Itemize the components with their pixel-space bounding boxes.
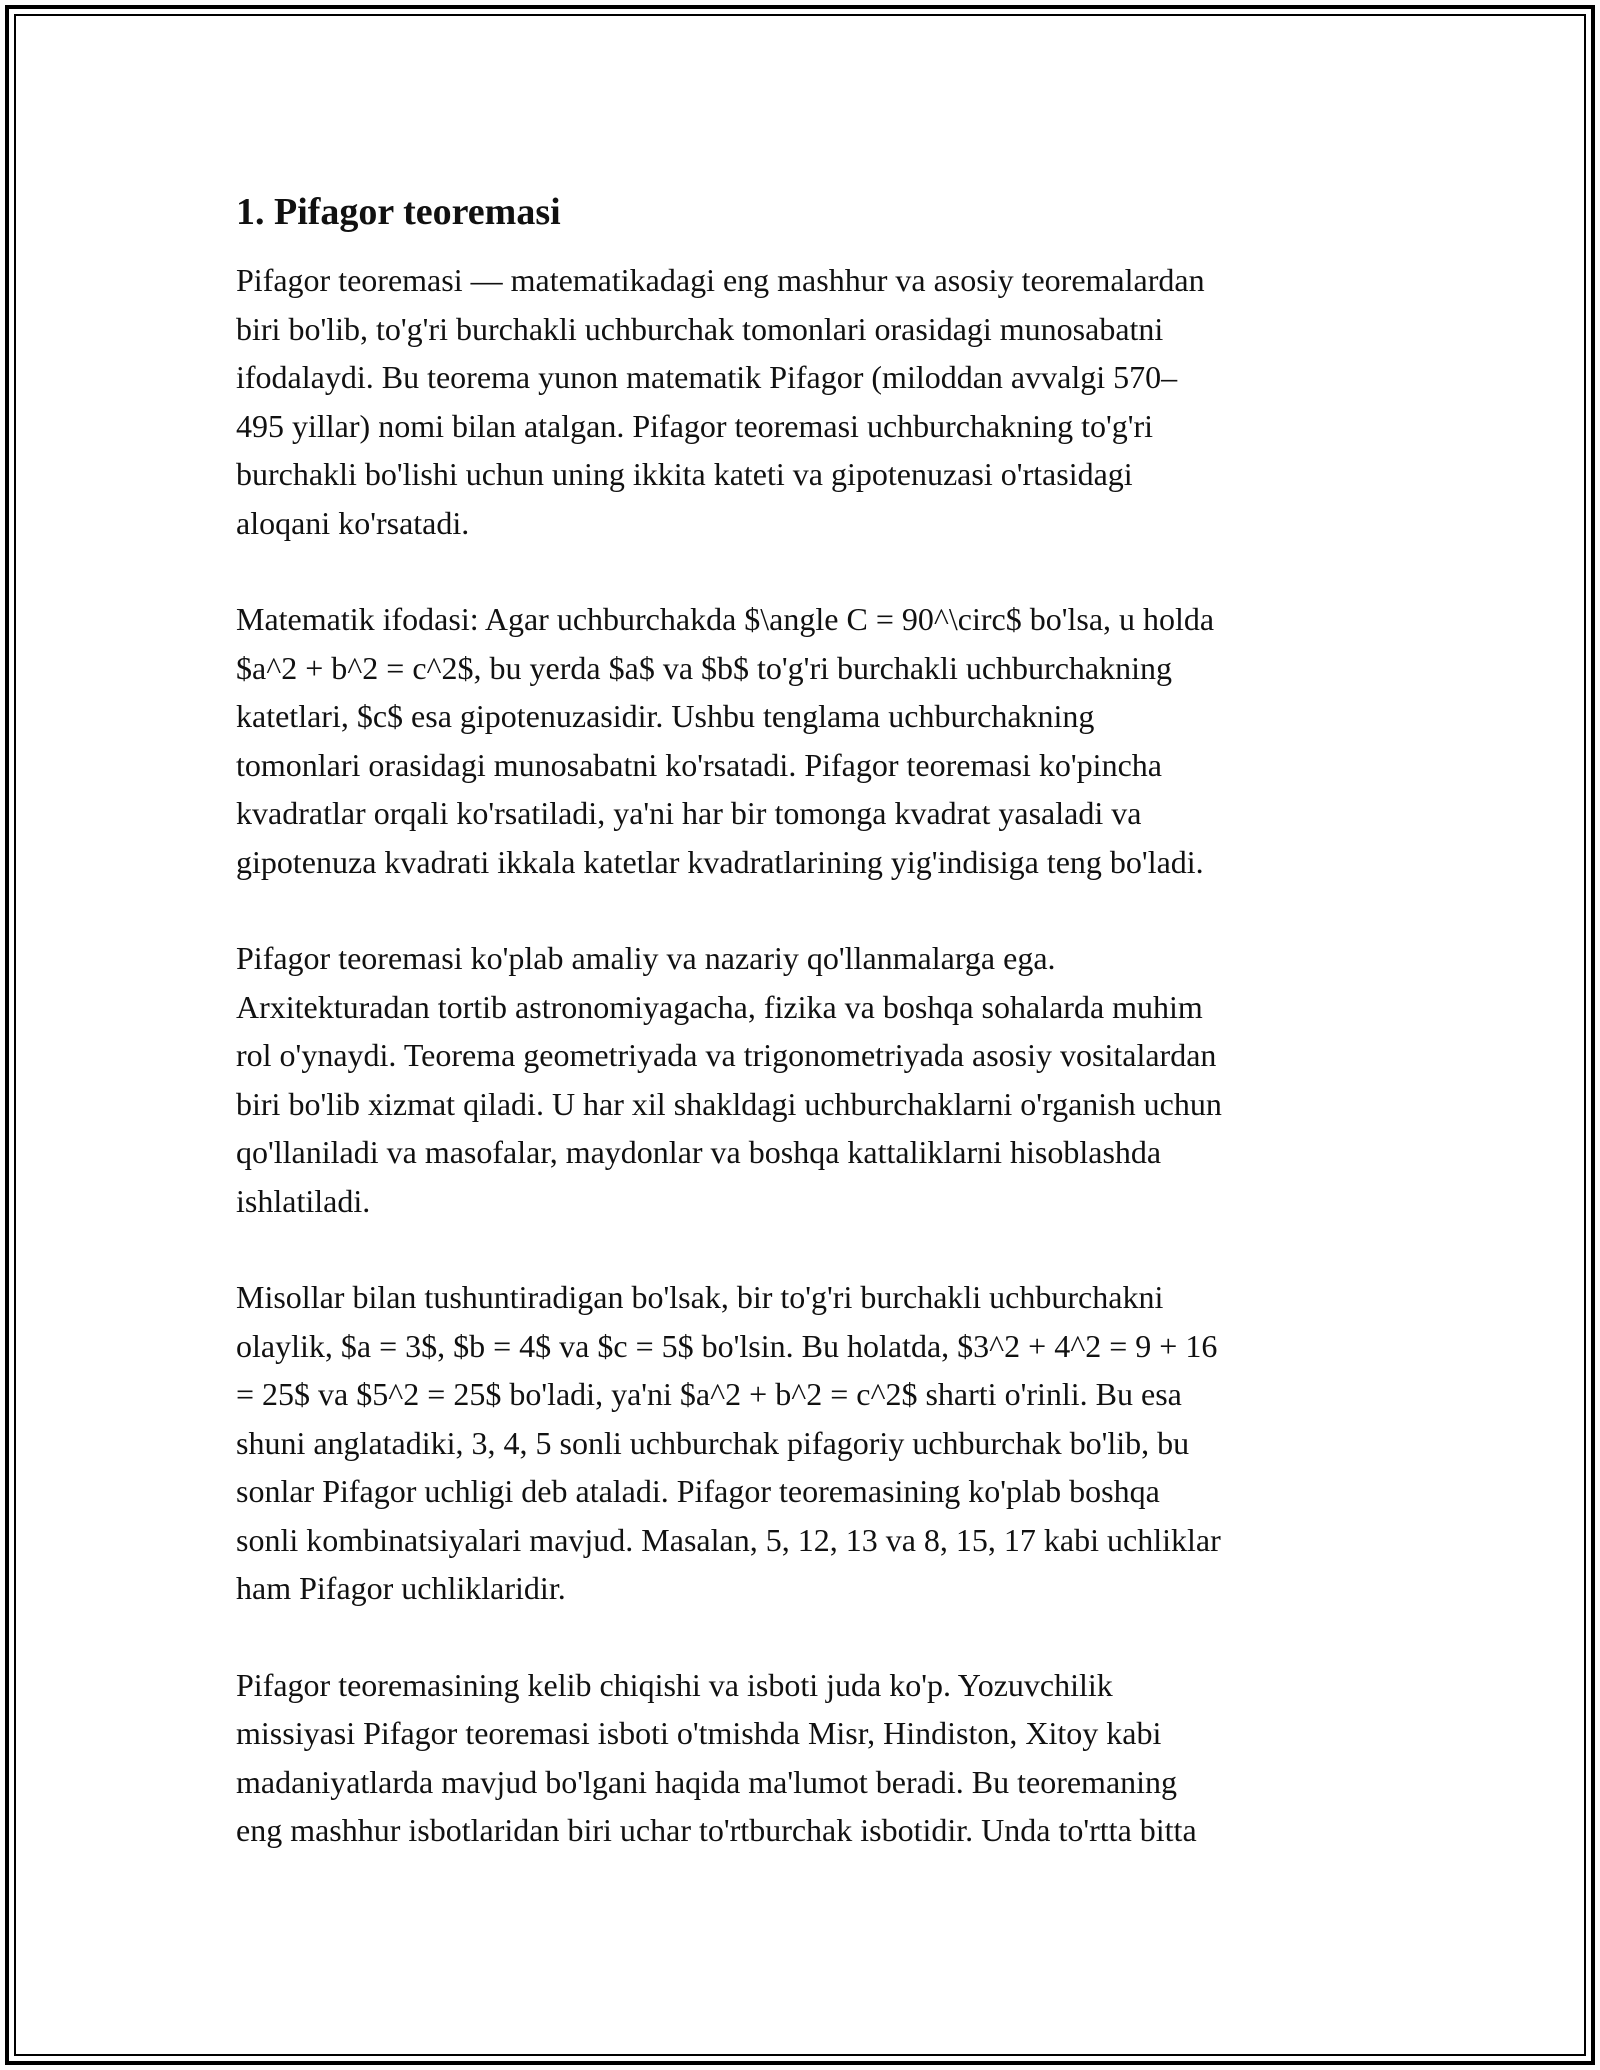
document-body — [236, 186, 1376, 1903]
paragraph-formula: Matematik ifodasi: Agar uchburchakda $\angle C = 90^\circ$ bo'lsa, u holda $a^2 + b^2 = c^2$, bu yerda $a$ va $b$ to'g'ri burchakli uchburchakning katetlari, $c$ esa gipotenuzasidir. Ushbu tenglama uchburchakning tomonlari orasidagi munosabatni ko'rsatadi. Pifagor teoremasi ko'pincha kvadratlar orqali ko'rsatiladi, ya'ni har bir tomonga kvadrat yasaladi va gipotenuza kvadrati ikkala katetlar kvadratlarining yig'indisiga teng bo'ladi. — [236, 601, 1215, 880]
section-heading: 1. Pifagor teoremasi — [236, 191, 561, 233]
paragraph-introduction: Pifagor teoremasi — matematikadagi eng mashhur va asosiy teoremalardan biri bo'lib, to'g'ri burchakli uchburchak tomonlari orasidagi munosabatni ifodalaydi. Bu teorema yunon matematik Pifagor (miloddan avvalgi 570– 495 yillar) nomi bilan atalgan. Pifagor teoremasi uchburchakning to'g'ri burchakli bo'lishi uchun uning ikkita kateti va gipotenuzasi o'rtasidagi aloqani ko'rsatadi. — [236, 262, 1205, 541]
paragraph-history: Pifagor teoremasining kelib chiqishi va isboti juda ko'p. Yozuvchilik missiyasi Pifagor teoremasi isboti o'tmishda Misr, Hindiston, Xitoy kabi madaniyatlarda mavjud bo'lgani haqida ma'lumot beradi. Bu teoremaning eng mashhur isbotlaridan biri uchar to'rtburchak isbotidir. Unda to'rtta bitta — [236, 1666, 1197, 1848]
paragraph-examples: Misollar bilan tushuntiradigan bo'lsak, bir to'g'ri burchakli uchburchakni olaylik, $a = 3$, $b = 4$ va $c = 5$ bo'lsin. Bu holatda, $3^2 + 4^2 = 9 + 16 = 25$ va $5^2 = 25$ bo'ladi, ya'ni $a^2 + b^2 = c^2$ sharti o'rinli. Bu esa shuni anglatadiki, 3, 4, 5 sonli uchburchak pifagoriy uchburchak bo'lib, bu sonlar Pifagor uchligi deb ataladi. Pifagor teoremasining ko'plab boshqa sonli kombinatsiyalari mavjud. Masalan, 5, 12, 13 va 8, 15, 17 kabi uchliklar ham Pifagor uchliklaridir. — [236, 1279, 1221, 1606]
paragraph-applications: Pifagor teoremasi ko'plab amaliy va nazariy qo'llanmalarga ega. Arxitekturadan tortib astronomiyagacha, fizika va boshqa sohalarda muhim rol o'ynaydi. Teorema geometriyada va trigonometriyada asosiy vositalardan biri bo'lib xizmat qiladi. U har xil shakldagi uchburchaklarni o'rganish uchun qo'llaniladi va masofalar, maydonlar va boshqa kattaliklarni hisoblashda ishlatiladi. — [236, 940, 1222, 1219]
